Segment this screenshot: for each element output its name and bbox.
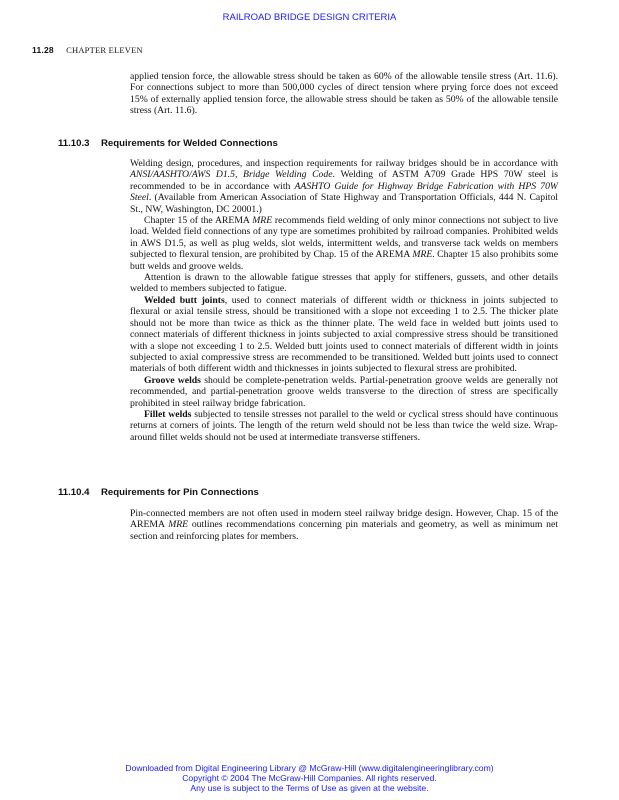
section-number: 11.10.3: [58, 138, 90, 149]
running-title: RAILROAD BRIDGE DESIGN CRITERIA: [222, 12, 397, 23]
section-title: Requirements for Welded Connections: [101, 138, 278, 149]
footer-download-link[interactable]: Downloaded from Digital Engineering Library @ McGraw-Hill (www.digitalengineeringlibrary.com): [125, 763, 494, 773]
welded-paragraph-1: Welding design, procedures, and inspection requirements for railway bridges should be in accordance with ANSI/AASHTO/AWS D1.5, Bridge Welding Code. Welding of ASTM A709 Grade HPS 70W steel is recommended to be in accordance with AASHTO Guide for Highway Bridge Fabrication with HPS 70W Steel. (Available from American Association of State Highway and Transportation Officials, 444 N. Capitol St., NW, Washington, DC 20001.): [130, 158, 559, 215]
section-title: Requirements for Pin Connections: [101, 487, 259, 498]
welded-paragraph-5: Groove welds should be complete-penetration welds. Partial-penetration groove welds are generally not recommended, and partial-penetration groove welds transverse to the direction of stress are specifically prohibited in steel railway bridge fabrication.: [130, 374, 558, 409]
page-header: [32, 45, 143, 55]
pin-section-body: [130, 508, 558, 542]
welded-paragraph-4: Welded butt joints, used to connect materials of different width or thickness in joints subjected to flexural or axial tensile stress, should be transitioned with a slope not exceeding 1 to 2.5. The thicker plate should not be more than twice as thick as the thinner plate. The weld face in welded butt joints used to connect materials of different thickness in joints subjected to axial compressive stress should be transitioned with a slope not exceeding 1 to 2.5. Welded butt joints used to connect materials of different width in joints subjected to axial compressive stress are recommended to be transitioned. Welded butt joints used to connect materials of both different width and thicknesses in joints subjected to flexural stress are prohibited.: [130, 294, 558, 375]
pin-paragraph-1: Pin-connected members are not often used in modern steel railway bridge design. However, Chap. 15 of the AREMA MRE outlines recommendations concerning pin materials and geometry, as well as minimum net section and reinforcing plates for members.: [130, 508, 559, 542]
footer-terms-link[interactable]: Any use is subject to the Terms of Use as given at the website.: [190, 783, 429, 793]
footer-copyright: Copyright © 2004 The McGraw-Hill Companies. All rights reserved.: [182, 773, 437, 783]
term-welded-butt-joints: Welded butt joints: [144, 294, 225, 306]
chapter-label: CHAPTER ELEVEN: [66, 45, 143, 55]
footer: [0, 763, 619, 793]
page-number: 11.28: [32, 45, 54, 55]
section-number: 11.10.4: [58, 487, 90, 498]
welded-paragraph-6: Fillet welds subjected to tensile stresses not parallel to the weld or cyclical stress should have continuous returns at corners of joints. The length of the return weld should not be less than twice the weld size. Wrap-around fillet welds should not be used at intermediate transverse stiffeners.: [130, 408, 558, 443]
section-heading-welded: [58, 138, 278, 149]
section-heading-pin: [58, 487, 259, 498]
intro-paragraph: applied tension force, the allowable stress should be taken as 60% of the allowable tensile stress (Art. 11.6). For connections subject to more than 500,000 cycles of direct tension where prying force does not exceed 15% of externally applied tension force, the allowable stress should be taken as 50% of the allowable tensile stress (Art. 11.6).: [130, 71, 558, 117]
term-fillet-welds: Fillet welds: [144, 408, 192, 420]
welded-paragraph-2: Chapter 15 of the AREMA MRE recommends field welding of only minor connections not subject to live load. Welded field connections of any type are sometimes prohibited by railroad companies. Prohibited welds in AWS D1.5, as well as plug welds, slot welds, intermittent welds, and transverse tack welds on members subjected to flexural tension, are prohibited by Chap. 15 of the AREMA MRE. Chapter 15 also prohibits some butt welds and groove welds.: [130, 215, 558, 272]
welded-paragraph-3: Attention is drawn to the allowable fatigue stresses that apply for stiffeners, gussets, and other details welded to members subjected to fatigue.: [130, 272, 558, 295]
welded-section-body: [130, 158, 558, 443]
intro-text: [130, 71, 558, 117]
term-groove-welds: Groove welds: [144, 374, 201, 386]
